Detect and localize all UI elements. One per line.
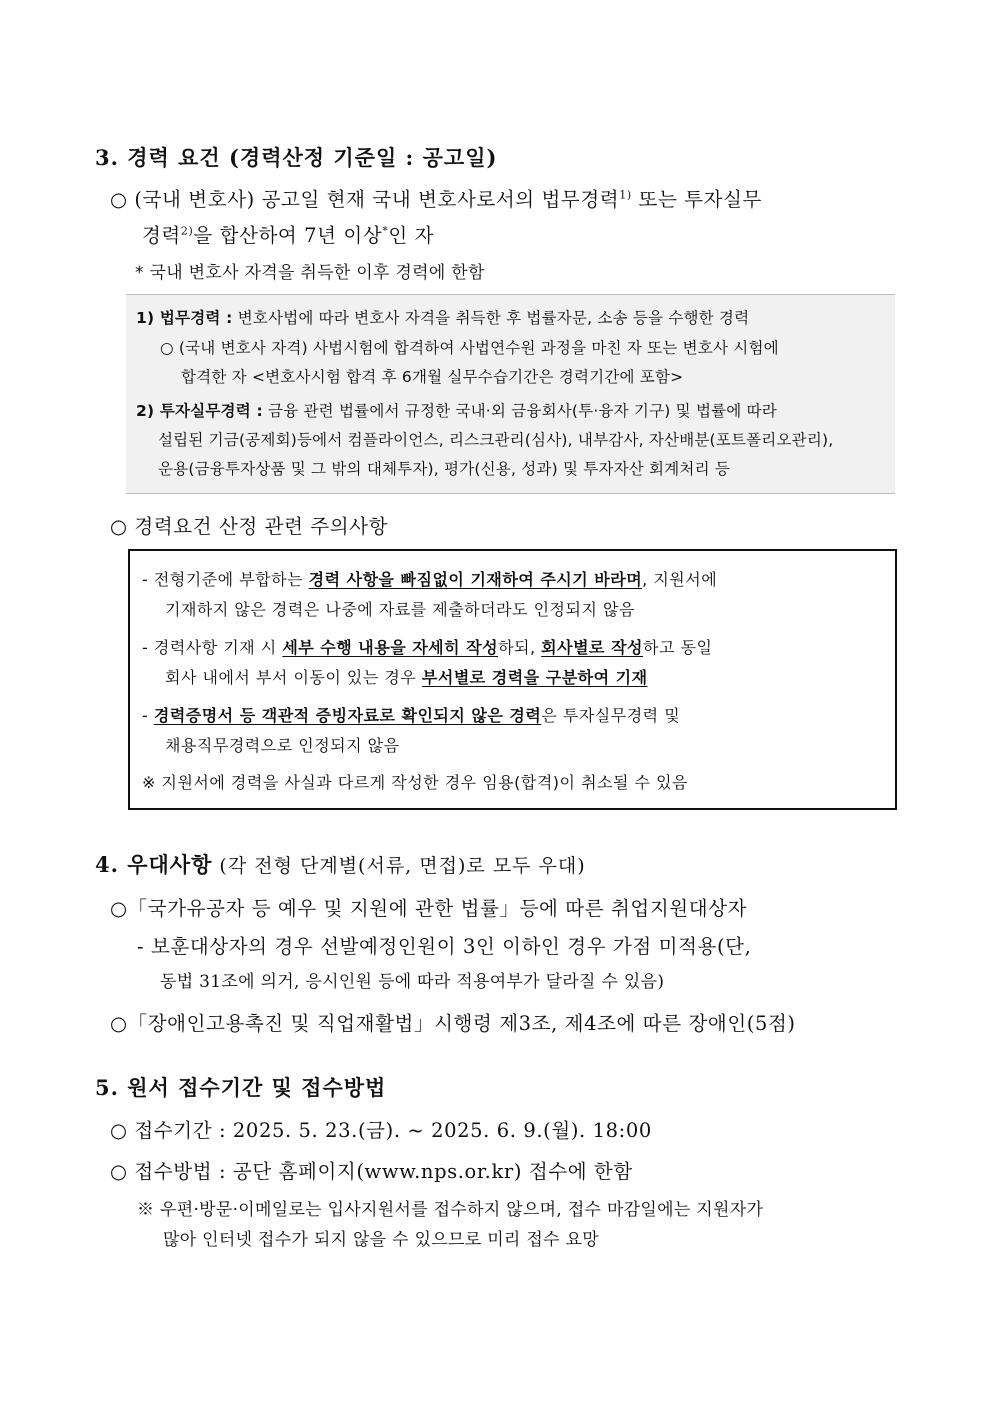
sec4-bullet-1-detail-1: - 보훈대상자의 경우 선발예정인원이 3인 이하인 경우 가점 미적용(단, [137, 935, 752, 958]
definition-legal-sub-1: ○ (국내 변호사 자격) 사법시험에 합격하여 사법연수원 과정을 마친 자 또는 변호사 시험에 [160, 339, 779, 357]
section-4-title: 4. 우대사항 (각 전형 단계별(서류, 면접)로 모두 우대) [95, 852, 586, 877]
caution-2-line-1: - 경력사항 기재 시 세부 수행 내용을 자세히 작성하되, 회사별로 작성하고 동일 [142, 638, 713, 657]
caution-1-line-2: 기재하지 않은 경력은 나중에 자료를 제출하더라도 인정되지 않음 [165, 600, 635, 619]
sec3-footnote: * 국내 변호사 자격을 취득한 이후 경력에 한함 [135, 263, 485, 283]
definition-legal-experience: 1) 법무경력 : 변호사법에 따라 변호사 자격을 취득한 후 법률자문, 소송 등을 수행한 경력 [136, 309, 750, 327]
definition-investment-line-3: 운용(금융투자상품 및 그 밖의 대체투자), 평가(신용, 성과) 및 투자자산 회계처리 등 [158, 460, 731, 478]
definition-investment-experience: 2) 투자실무경력 : 금융 관련 법률에서 규정한 국내·외 금융회사(투·융자 기구) 및 법률에 따라 [136, 402, 777, 420]
sec4-bullet-1-detail-2: 동법 31조에 의거, 응시인원 등에 따라 적용여부가 달라질 수 있음) [160, 972, 665, 992]
sec5-note-line-2: 많아 인터넷 접수가 되지 않을 수 있으므로 미리 접수 요망 [163, 1230, 599, 1250]
definition-investment-line-2: 설립된 기금(공제회)등에서 컴플라이언스, 리스크관리(심사), 내부감사, 자산배분(포트폴리오관리), [158, 431, 834, 449]
sec3-bullet-1-line-1: ○ (국내 변호사) 공고일 현재 국내 변호사로서의 법무경력$^{1)}$ 또는 투자실무 [110, 188, 762, 211]
sec3-bullet-2: ○ 경력요건 산정 관련 주의사항 [110, 515, 389, 538]
definition-legal-sub-2: 합격한 자 <변호사시험 합격 후 6개월 실무수습기간은 경력기간에 포함> [181, 368, 684, 386]
caution-1-line-1: - 전형기준에 부합하는 경력 사항을 빠짐없이 기재하여 주시기 바라며, 지원서에 [142, 570, 718, 589]
caution-2-line-2: 회사 내에서 부서 이동이 있는 경우 부서별로 경력을 구분하여 기재 [165, 668, 648, 687]
sec5-note-line-1: ※ 우편·방문·이메일로는 입사지원서를 접수하지 않으며, 접수 마감일에는 지원자가 [137, 1200, 764, 1220]
caution-4: ※ 지원서에 경력을 사실과 다르게 작성한 경우 임용(합격)이 취소될 수 있음 [142, 773, 688, 792]
caution-3-line-1: - 경력증명서 등 객관적 증빙자료로 확인되지 않은 경력은 투자실무경력 및 [142, 706, 681, 725]
sec4-bullet-1: ○「국가유공자 등 예우 및 지원에 관한 법률」등에 따른 취업지원대상자 [110, 897, 748, 920]
section-3-title: 3. 경력 요건 (경력산정 기준일 : 공고일) [95, 145, 498, 170]
sec5-application-period: ○ 접수기간 : 2025. 5. 23.(금). ~ 2025. 6. 9.(월). 18:00 [110, 1119, 652, 1142]
sec3-bullet-1-line-2: 경력$^{2)}$을 합산하여 7년 이상*인 자 [142, 224, 435, 247]
caution-3-line-2: 채용직무경력으로 인정되지 않음 [165, 736, 400, 755]
sec5-application-method: ○ 접수방법 : 공단 홈페이지(www.nps.or.kr) 접수에 한함 [110, 1160, 633, 1183]
sec4-bullet-2: ○「장애인고용촉진 및 직업재활법」시행령 제3조, 제4조에 따른 장애인(5점) [110, 1012, 796, 1035]
section-5-title: 5. 원서 접수기간 및 접수방법 [95, 1075, 387, 1100]
